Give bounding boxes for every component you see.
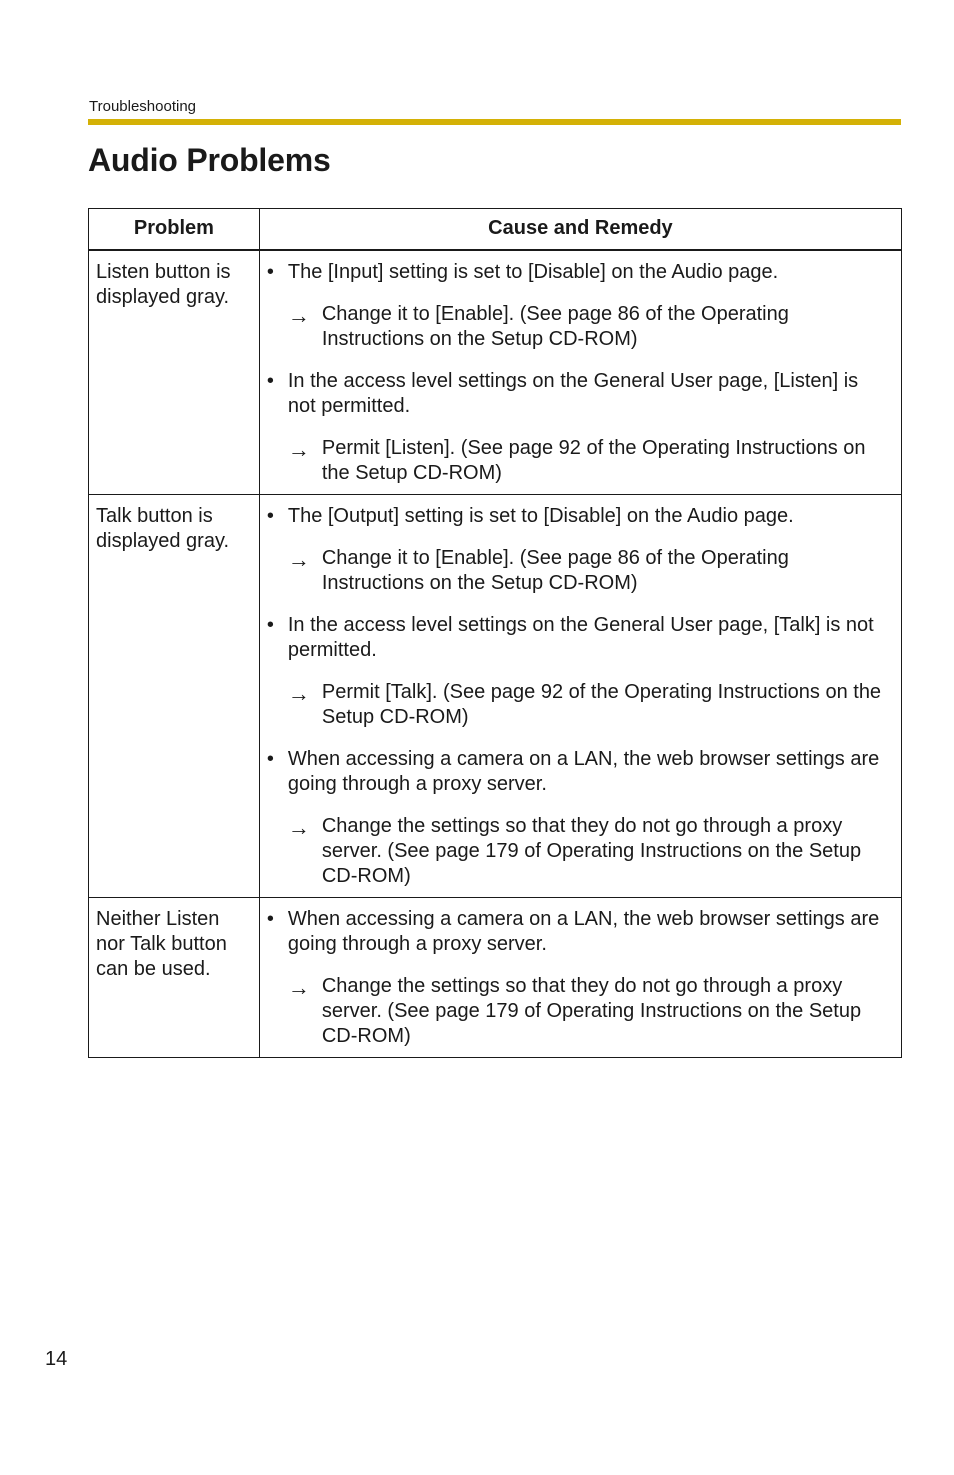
arrow-right-icon: → <box>287 547 310 572</box>
arrow-right-icon: → <box>287 437 310 462</box>
cause-remedy-cell <box>259 250 901 495</box>
cause-text: When accessing a camera on a LAN, the web browser settings are going through a proxy server. <box>287 748 880 795</box>
cause-remedy-cell <box>259 898 901 1058</box>
bullet-icon: • <box>266 261 274 283</box>
cause-item <box>266 260 891 285</box>
remedy-text: Change the settings so that they do not go through a proxy server. (See page 179 of Operating Instructions on the Setup CD-ROM) <box>321 815 862 887</box>
bullet-icon: • <box>266 614 274 636</box>
cause-remedy-cell <box>259 495 901 898</box>
remedy-text: Permit [Talk]. (See page 92 of the Operating Instructions on the Setup CD-ROM) <box>321 681 882 728</box>
bullet-icon: • <box>266 908 274 930</box>
cause-text: In the access level settings on the General User page, [Listen] is not permitted. <box>287 370 859 417</box>
remedy-item <box>288 680 891 730</box>
remedy-text: Change it to [Enable]. (See page 86 of the Operating Instructions on the Setup CD-ROM) <box>321 303 789 350</box>
arrow-right-icon: → <box>287 975 310 1000</box>
table-row <box>89 495 902 898</box>
troubleshooting-table <box>88 208 902 1058</box>
cause-item <box>266 907 891 957</box>
remedy-item <box>288 546 891 596</box>
remedy-text: Change the settings so that they do not go through a proxy server. (See page 179 of Operating Instructions on the Setup CD-ROM) <box>321 975 862 1047</box>
problem-cell: Neither Listen nor Talk button can be used. <box>89 898 260 1058</box>
remedy-item <box>288 974 891 1049</box>
column-header-cause-remedy: Cause and Remedy <box>259 209 901 251</box>
cause-item <box>266 504 891 529</box>
remedy-text: Change it to [Enable]. (See page 86 of the Operating Instructions on the Setup CD-ROM) <box>321 547 789 594</box>
table-header-row <box>89 209 902 251</box>
cause-text: The [Output] setting is set to [Disable] on the Audio page. <box>287 505 794 527</box>
remedy-item <box>288 436 891 486</box>
remedy-item <box>288 814 891 889</box>
arrow-right-icon: → <box>287 815 310 840</box>
remedy-text: Permit [Listen]. (See page 92 of the Operating Instructions on the Setup CD-ROM) <box>321 437 866 484</box>
cause-item <box>266 747 891 797</box>
bullet-icon: • <box>266 505 274 527</box>
page-number: 14 <box>45 1348 68 1370</box>
arrow-right-icon: → <box>287 303 310 328</box>
cause-item <box>266 369 891 419</box>
bullet-icon: • <box>266 370 274 392</box>
problem-cell: Talk button is displayed gray. <box>89 495 260 898</box>
cause-item <box>266 613 891 663</box>
cause-text: In the access level settings on the General User page, [Talk] is not permitted. <box>287 614 874 661</box>
problem-cell: Listen button is displayed gray. <box>89 250 260 495</box>
arrow-right-icon: → <box>287 681 310 706</box>
header-rule <box>88 119 901 125</box>
page-title: Audio Problems <box>88 142 331 178</box>
table-row <box>89 898 902 1058</box>
remedy-item <box>288 302 891 352</box>
section-label: Troubleshooting <box>89 98 197 115</box>
table-row <box>89 250 902 495</box>
column-header-problem: Problem <box>89 209 260 251</box>
cause-text: When accessing a camera on a LAN, the web browser settings are going through a proxy server. <box>287 908 880 955</box>
bullet-icon: • <box>266 748 274 770</box>
table-body <box>89 250 902 1058</box>
cause-text: The [Input] setting is set to [Disable] on the Audio page. <box>287 261 779 283</box>
